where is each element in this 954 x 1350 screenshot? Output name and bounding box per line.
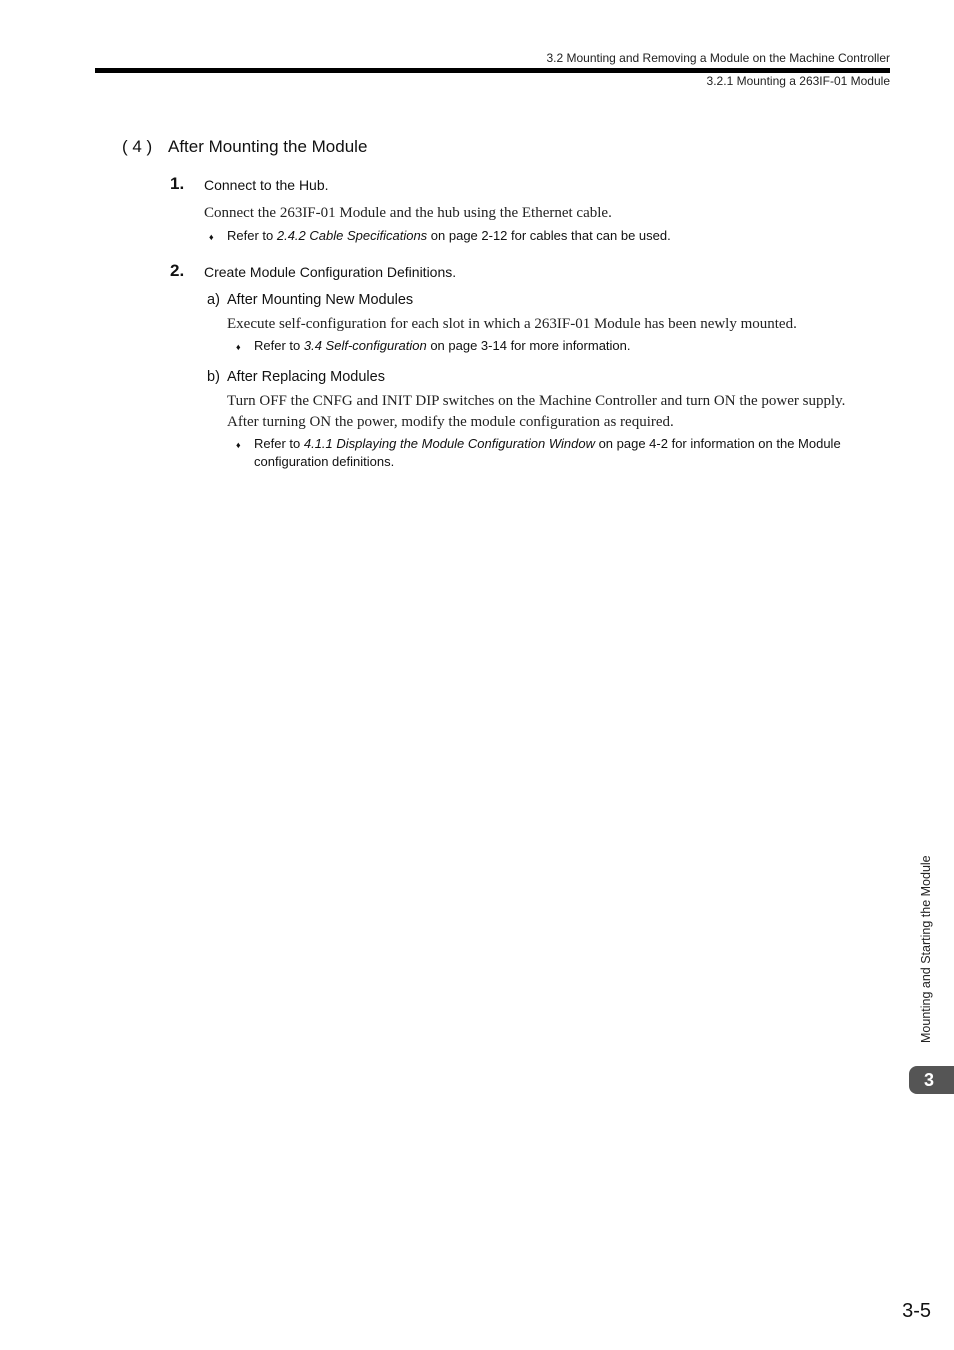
- step-1-body: Connect the 263IF-01 Module and the hub using the Ethernet cable.: [204, 205, 612, 221]
- reference-prefix: Refer to: [254, 436, 304, 451]
- reference-suffix: on page 3-14 for more information.: [426, 338, 631, 353]
- page-number: 3-5: [902, 1300, 931, 1322]
- sub-b-reference: [254, 436, 841, 451]
- sub-b-label: b): [207, 369, 220, 385]
- step-2-title: Create Module Configuration Definitions.: [204, 264, 457, 280]
- section-title: After Mounting the Module: [168, 137, 368, 156]
- sub-a-body: Execute self-configuration for each slot in which a 263IF-01 Module has been newly mounted.: [227, 316, 797, 332]
- sub-b-title: After Replacing Modules: [227, 369, 385, 385]
- reference-suffix: on page 2-12 for cables that can be used.: [427, 228, 671, 243]
- step-1-reference: [227, 228, 671, 243]
- reference-prefix: Refer to: [254, 338, 304, 353]
- bullet-icon: ♦: [236, 342, 241, 352]
- header-subsection-title: 3.2.1 Mounting a 263IF-01 Module: [706, 74, 890, 88]
- header-section-title: 3.2 Mounting and Removing a Module on the Machine Controller: [546, 51, 890, 65]
- sub-b-reference-line-2: configuration definitions.: [254, 454, 395, 469]
- chapter-side-label: Mounting and Starting the Module: [919, 855, 933, 1043]
- bullet-icon: ♦: [236, 440, 241, 450]
- sub-a-title: After Mounting New Modules: [227, 292, 414, 308]
- bullet-icon: ♦: [209, 232, 214, 242]
- step-1-number: 1.: [170, 174, 185, 193]
- chapter-tab: [909, 1066, 954, 1094]
- sub-b-body-line-2: After turning ON the power, modify the module configuration as required.: [227, 414, 674, 430]
- reference-link-self-configuration[interactable]: 3.4 Self-configuration: [303, 338, 427, 353]
- reference-suffix: on page 4-2 for information on the Module: [594, 436, 841, 451]
- sub-a-reference: [254, 338, 631, 353]
- reference-link-module-configuration-window[interactable]: 4.1.1 Displaying the Module Configuration Window: [303, 436, 595, 451]
- sub-b-body-line-1: Turn OFF the CNFG and INIT DIP switches on the Machine Controller and turn ON the power supply.: [227, 393, 846, 409]
- reference-prefix: Refer to: [227, 228, 277, 243]
- step-1-title: Connect to the Hub.: [204, 177, 329, 193]
- step-2-number: 2.: [170, 261, 185, 280]
- sub-a-label: a): [207, 292, 220, 308]
- chapter-number: 3: [923, 1070, 934, 1090]
- section-number: ( 4 ): [122, 137, 153, 156]
- reference-link-cable-specifications[interactable]: 2.4.2 Cable Specifications: [276, 228, 428, 243]
- header-rule: [95, 68, 890, 73]
